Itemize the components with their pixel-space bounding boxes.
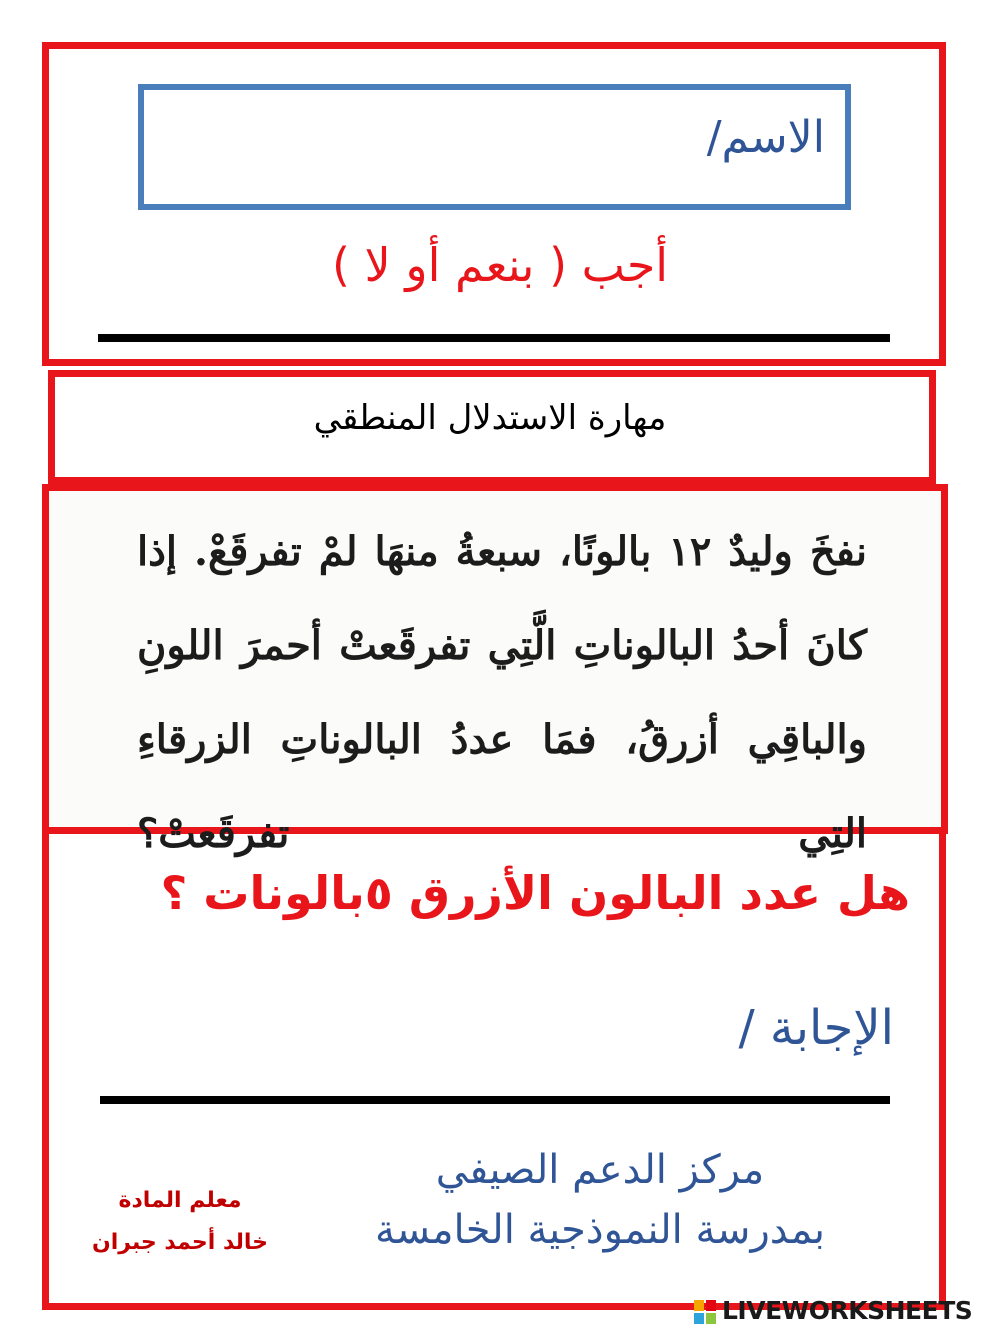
skill-title: مهارة الاستدلال المنطقي bbox=[313, 398, 667, 438]
divider bbox=[98, 334, 890, 342]
liveworksheets-logo bbox=[694, 1296, 994, 1328]
instruction-text: أجب ( بنعم أو لا ) bbox=[331, 238, 669, 292]
name-box[interactable] bbox=[138, 84, 851, 210]
teacher-credit bbox=[60, 1180, 300, 1264]
problem-text: نفخَ وليدٌ ١٢ بالونًا، سبعةُ منهَا لمْ تفرقَعْ. إذا كانَ أحدُ البالوناتِ الَّتِي تفرقَعتْ أحمرَ اللونِ والباقِي أزرقُ، فمَا عددُ البالوناتِ الزرقاءِ التِي تفرقَعتْ؟ bbox=[137, 528, 868, 857]
center-name-line1: مركز الدعم الصيفي bbox=[435, 1147, 765, 1193]
name-label: الاسم/ bbox=[706, 112, 825, 163]
question-text: هل عدد البالون الأزرق ٥بالونات ؟ bbox=[160, 866, 910, 920]
answer-label: الإجابة / bbox=[738, 1000, 894, 1056]
liveworksheets-text: LIVEWORKSHEETS bbox=[722, 1296, 973, 1325]
center-name-line2: بمدرسة النموذجية الخامسة bbox=[374, 1207, 826, 1253]
problem-box bbox=[42, 484, 948, 857]
answer-divider bbox=[100, 1096, 890, 1104]
center-name bbox=[300, 1140, 900, 1260]
teacher-title: معلم المادة bbox=[118, 1188, 242, 1213]
liveworksheets-icon bbox=[694, 1300, 716, 1324]
teacher-name: خالد أحمد جبران bbox=[91, 1230, 269, 1255]
